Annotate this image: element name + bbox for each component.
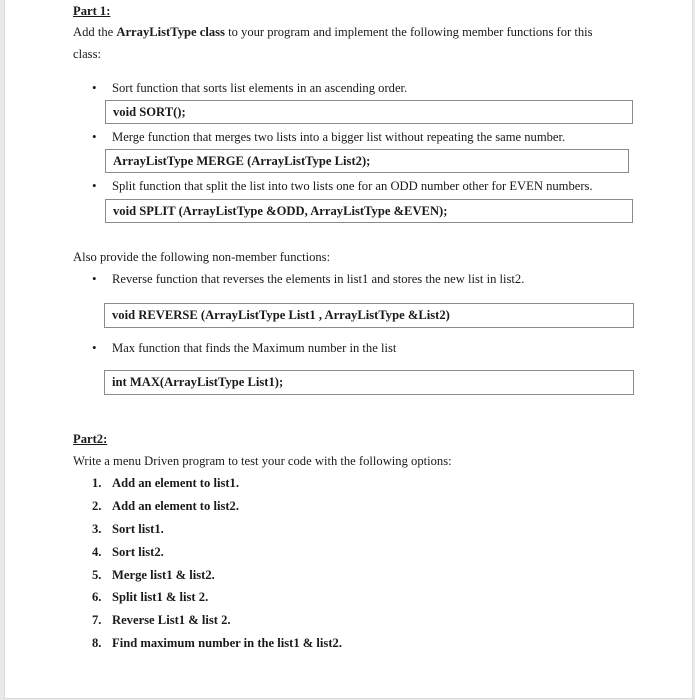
option-text: Merge list1 & list2. — [112, 568, 215, 582]
option-number: 8. — [92, 636, 102, 650]
split-description: Split function that split the list into two lists one for an ODD number other for EVEN numbers. — [112, 179, 593, 193]
reverse-signature-box: void REVERSE (ArrayListType List1 , ArrayListType &List2) — [104, 303, 634, 328]
option-text: Sort list1. — [112, 522, 164, 536]
bullet-icon: • — [92, 80, 97, 95]
sort-description: Sort function that sorts list elements in an ascending order. — [112, 81, 408, 95]
option-text: Sort list2. — [112, 545, 164, 559]
option-text: Add an element to list2. — [112, 499, 239, 513]
bullet-icon: • — [92, 178, 97, 193]
merge-description: Merge function that merges two lists into a bigger list without repeating the same number. — [112, 130, 566, 144]
option-text: Add an element to list1. — [112, 476, 239, 490]
bullet-icon: • — [92, 129, 97, 144]
sort-signature-box: void SORT(); — [105, 100, 633, 124]
option-number: 5. — [92, 568, 102, 582]
merge-signature-box: ArrayListType MERGE (ArrayListType List2); — [105, 149, 629, 173]
option-number: 6. — [92, 590, 102, 604]
part1-intro-post: to your program and implement the following member functions for this — [224, 25, 593, 39]
option-text: Split list1 & list 2. — [112, 590, 209, 604]
reverse-description: Reverse function that reverses the elements in list1 and stores the new list in list2. — [112, 272, 525, 286]
option-number: 2. — [92, 499, 102, 513]
part1-heading: Part 1: — [73, 4, 111, 18]
option-number: 7. — [92, 613, 102, 627]
option-number: 1. — [92, 476, 102, 490]
max-description: Max function that finds the Maximum number in the list — [112, 341, 397, 355]
bullet-icon: • — [92, 340, 97, 355]
part1-intro-bold: ArrayListType class — [116, 25, 225, 39]
option-text: Find maximum number in the list1 & list2. — [112, 636, 342, 650]
option-number: 4. — [92, 545, 102, 559]
option-number: 3. — [92, 522, 102, 536]
part1-intro — [73, 24, 593, 40]
option-text: Reverse List1 & list 2. — [112, 613, 231, 627]
document-page — [4, 0, 693, 699]
part1-intro-pre: Add the — [73, 25, 117, 39]
split-signature-box: void SPLIT (ArrayListType &ODD, ArrayListType &EVEN); — [105, 199, 633, 223]
nonmember-intro: Also provide the following non-member functions: — [73, 250, 331, 264]
part1-intro-line2: class: — [73, 47, 101, 61]
part2-intro: Write a menu Driven program to test your code with the following options: — [73, 454, 452, 468]
bullet-icon: • — [92, 271, 97, 286]
max-signature-box: int MAX(ArrayListType List1); — [104, 370, 634, 395]
part2-heading: Part2: — [73, 432, 108, 446]
